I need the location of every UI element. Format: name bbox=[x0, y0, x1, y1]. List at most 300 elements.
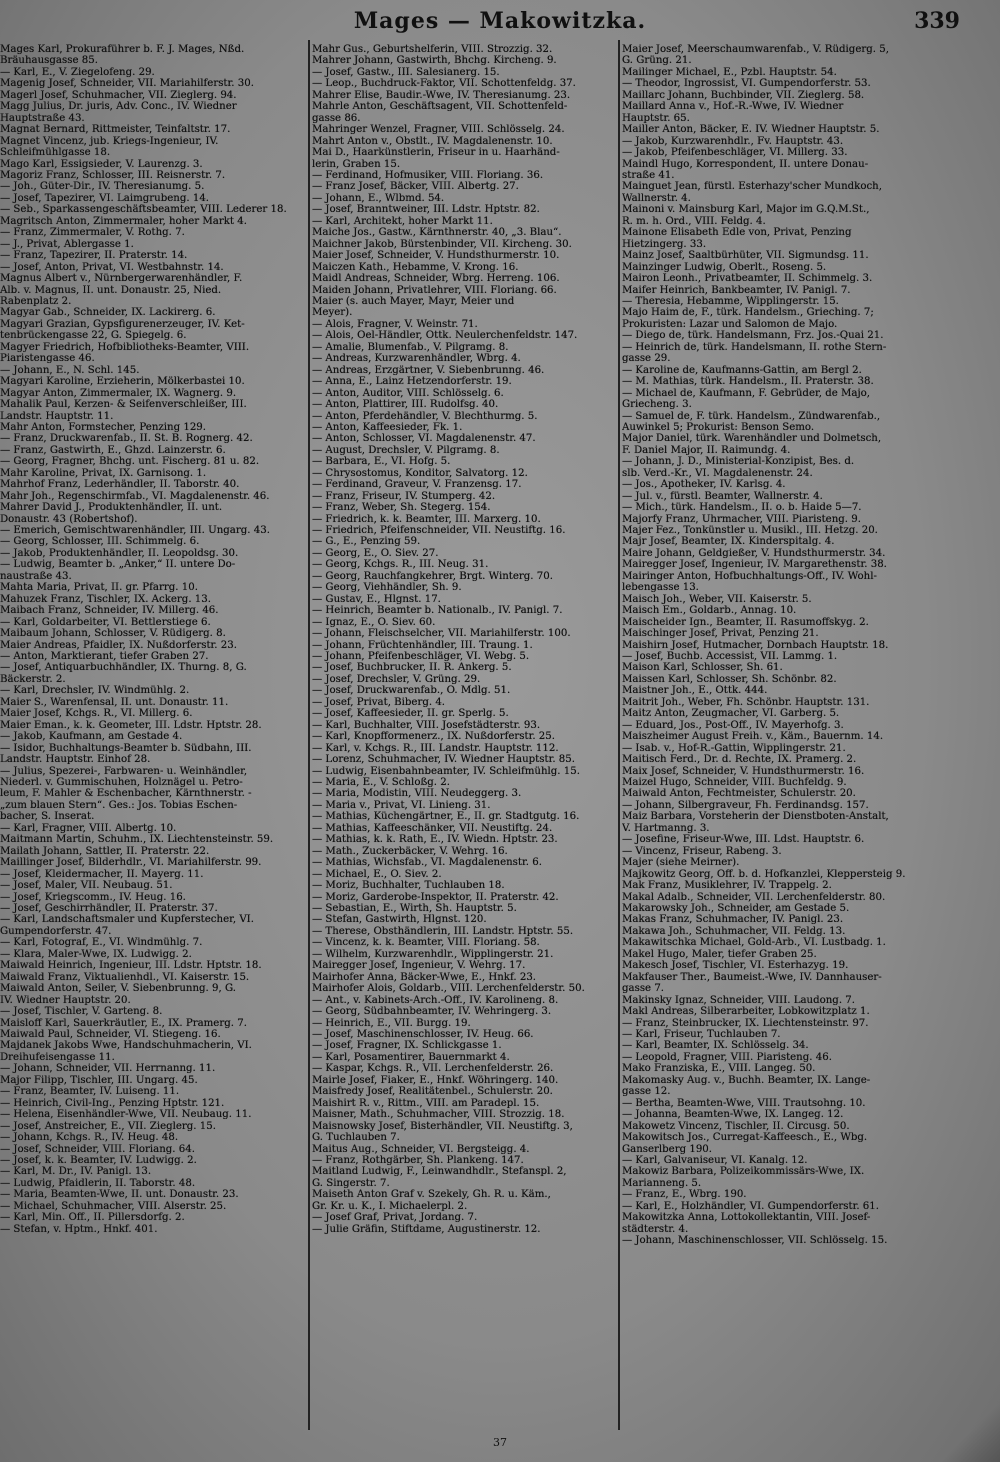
directory-entry: Maiczen Kath., Hebamme, V. Krong. 16. bbox=[312, 261, 519, 273]
directory-entry: Maiseth Anton Graf v. Szekely, Gh. R. u. Käm., bbox=[312, 1189, 551, 1201]
directory-entry: Maier S., Warenfensal, II. unt. Donaustr. 11. bbox=[0, 696, 229, 708]
directory-entry: Majkowitz Georg, Off. b. d. Hofkanzlei, Kleppersteig 9. bbox=[622, 868, 906, 880]
directory-entry: Makal Adalb., Schneider, VII. Lerchenfelderstr. 80. bbox=[622, 891, 886, 903]
directory-entry: — Georg, E., O. Siev. 27. bbox=[312, 547, 439, 559]
directory-entry: — Karl, Drechsler, IV. Windmühlg. 2. bbox=[0, 685, 190, 697]
directory-entry: Maidl Andreas, Schneider, Wbrg. Herreng. 106. bbox=[312, 273, 560, 285]
directory-entry: — Sebastian, E., Wirth, Sh. Hauptstr. 5. bbox=[312, 902, 517, 914]
directory-entry: — Ludwig, Beamter b. „Anker,“ II. untere Do- bbox=[0, 559, 236, 571]
directory-entry: lebengasse 13. bbox=[622, 582, 699, 594]
directory-entry: — Johann, E., Wlbmd. 54. bbox=[312, 192, 445, 204]
directory-entry: Rabenplatz 2. bbox=[0, 295, 72, 307]
directory-entry: — Seb., Sparkassengeschäftsbeamter, VIII. Lederer 18. bbox=[0, 204, 287, 216]
directory-entry: — Josef, Fragner, IX. Schlickgasse 1. bbox=[312, 1040, 502, 1052]
directory-entry: Maisfredy Josef, Realitätenbel., Schulerstr. 20. bbox=[312, 1086, 553, 1098]
directory-entry: Mairegger Josef, Ingenieur, V. Wehrg. 17. bbox=[312, 960, 526, 972]
directory-entry: — Anna, E., Lainz Hetzendorferstr. 19. bbox=[312, 376, 512, 388]
directory-entry: — Josef, Schneider, VIII. Floriang. 64. bbox=[0, 1143, 195, 1155]
directory-entry: — Karl, Beamter, IX. Schlösselg. 34. bbox=[622, 1040, 809, 1052]
directory-entry: — Anton, Schlosser, VI. Magdalenenstr. 47. bbox=[312, 433, 536, 445]
page-number: 339 bbox=[914, 8, 960, 34]
directory-entry: — Mathias, Wichsfab., VI. Magdalenenstr. 6. bbox=[312, 857, 542, 869]
directory-entry: Maisch Joh., Weber, VII. Kaiserstr. 5. bbox=[622, 593, 812, 605]
directory-entry: Mahalik Paul, Kerzen- & Seifenverschleißer, III. bbox=[0, 399, 247, 411]
directory-entry: gasse 12. bbox=[622, 1086, 671, 1098]
directory-entry: — Franz, Gastwirth, E., Ghzd. Lainzerstr. 6. bbox=[0, 444, 226, 456]
directory-entry: — Franz Josef, Bäcker, VIII. Albertg. 27. bbox=[312, 181, 519, 193]
directory-entry: — Franz, E., Wbrg. 190. bbox=[622, 1189, 747, 1201]
directory-entry: F. Daniel Major, II. Raimundg. 4. bbox=[622, 444, 791, 456]
directory-entry: — Johann, J. D., Ministerial-Konzipist, Bes. d. bbox=[622, 456, 855, 468]
directory-entry: — Jul. v., fürstl. Beamter, Wallnerstr. 4. bbox=[622, 490, 823, 502]
directory-entry: Maifer Heinrich, Bankbeamter, IV. Panigl. 7. bbox=[622, 284, 851, 296]
directory-entry: — Moriz, Garderobe-Inspektor, II. Praterstr. 42. bbox=[312, 891, 559, 903]
directory-entry: Makel Hugo, Maler, tiefer Graben 25. bbox=[622, 948, 817, 960]
directory-entry: — August, Drechsler, V. Pilgramg. 8. bbox=[312, 444, 500, 456]
directory-entry: Magenig Josef, Schneider, VII. Mariahilferstr. 30. bbox=[0, 78, 254, 90]
directory-entry: — Josefine, Friseur-Wwe, III. Ldst. Hauptstr. 6. bbox=[622, 834, 865, 846]
directory-entry: — Julie Gräfin, Stiftdame, Augustinerstr. 12. bbox=[312, 1223, 541, 1235]
directory-entry: Magoriz Franz, Schlosser, III. Reisnerstr. 7. bbox=[0, 169, 226, 181]
directory-entry: — Mathias, Küchengärtner, E., II. gr. Stadtgutg. 16. bbox=[312, 811, 580, 823]
directory-entry: — Josef, Anton, Privat, VI. Westbahnstr. 14. bbox=[0, 261, 224, 273]
directory-entry: — Franz, Rothgärber, Sh. Plankeng. 147. bbox=[312, 1154, 524, 1166]
directory-entry: R. m. h. Ord., VIII. Feldg. 4. bbox=[622, 215, 766, 227]
directory-entry: — Ferdinand, Hofmusiker, VIII. Floriang. 36. bbox=[312, 169, 544, 181]
directory-entry: Maix Josef, Schneider, V. Hundsthurmerstr. 16. bbox=[622, 765, 865, 777]
directory-entry: gasse 86. bbox=[312, 112, 361, 124]
directory-entry: — Maria, E., V. Schloßg. 2. bbox=[312, 777, 450, 788]
directory-entry: — Karl, Friseur, Tuchlauben 7. bbox=[622, 1028, 781, 1040]
directory-entry: Maiwald Paul, Schneider, VI. Stiegeng. 16. bbox=[0, 1028, 221, 1040]
directory-entry: Maitisch Ferd., Dr. d. Rechte, IX. Pramerg. 2. bbox=[622, 754, 857, 766]
directory-entry: Piaristengasse 46. bbox=[0, 353, 95, 365]
directory-entry: Makowiz Barbara, Polizeikommissärs-Wwe, IX. bbox=[622, 1166, 865, 1178]
directory-entry: — Anton, Kaffeesieder, Fk. 1. bbox=[312, 421, 463, 433]
directory-entry: Maiszheimer August Freih. v., Käm., Bauernm. 14. bbox=[622, 731, 884, 743]
directory-entry: Maillard Anna v., Hof.-R.-Wwe, IV. Wiedner bbox=[622, 101, 844, 113]
directory-entry: — Johann, Pfeifenbeschläger, VI. Webg. 5. bbox=[312, 651, 530, 663]
directory-entry: Maier (s. auch Mayer, Mayr, Meier und bbox=[312, 295, 515, 307]
directory-entry: Mailler Anton, Bäcker, E. IV. Wiedner Hauptstr. 5. bbox=[622, 124, 880, 136]
directory-entry: — Josef, Branntweiner, III. Ldstr. Hptstr. 82. bbox=[312, 204, 540, 216]
directory-entry: — Bertha, Beamten-Wwe, VIII. Trautsohng. 10. bbox=[622, 1097, 866, 1109]
directory-entry: — Heinrich, E., VII. Burgg. 19. bbox=[312, 1017, 471, 1029]
directory-entry: — Stefan, Gastwirth, Hlgnst. 120. bbox=[312, 914, 487, 926]
directory-entry: — Josef, Anstreicher, E., VII. Zieglerg. 15. bbox=[0, 1120, 216, 1132]
directory-entry: Maichner Jakob, Bürstenbinder, VII. Kircheng. 30. bbox=[312, 238, 572, 250]
directory-entry: Marianneng. 5. bbox=[622, 1177, 702, 1189]
column-left bbox=[0, 44, 306, 1434]
directory-entry: Mages Karl, Prokuraführer b. F. J. Mages, Nßd. bbox=[0, 44, 245, 55]
directory-entry: — Josef, Kleidermacher, II. Mayerg. 11. bbox=[0, 868, 204, 880]
directory-entry: — Wilhelm, Kurzwarenhdlr., Wipplingerstr. 21. bbox=[312, 948, 554, 960]
directory-entry: Mailinger Michael, E., Pzbl. Hauptstr. 54. bbox=[622, 66, 837, 78]
directory-entry: Mahrer Elise, Baudir.-Wwe, IV. Theresianumg. 23. bbox=[312, 89, 571, 101]
directory-entry: — Josef, Tischler, V. Garteng. 8. bbox=[0, 1006, 163, 1018]
directory-entry: Makawa Joh., Schuhmacher, VII. Feldg. 13. bbox=[622, 925, 846, 937]
directory-entry: — Ludwig, Pfaidlerin, II. Taborstr. 48. bbox=[0, 1177, 196, 1189]
directory-entry: — Josef, Geschirrhändler, II. Praterstr. 37. bbox=[0, 902, 218, 914]
directory-entry: — Maria v., Privat, VI. Linieng. 31. bbox=[312, 799, 491, 811]
directory-entry: — Emerich, Gemischtwarenhändler, III. Ungarg. 43. bbox=[0, 525, 270, 537]
directory-entry: Mahr Joh., Regenschirmfab., VI. Magdalenenstr. 46. bbox=[0, 490, 270, 502]
directory-entry: — Mathias, k. k. Rath, E., IV. Wiedn. Hptstr. 23. bbox=[312, 834, 558, 846]
directory-entry: — Josef, Gastw., III. Salesianerg. 15. bbox=[312, 66, 500, 78]
directory-entry: Majer Fez., Tonkünstler u. Musikl., III. Hetzg. 20. bbox=[622, 525, 878, 537]
directory-entry: Mahrhof Franz, Lederhändler, II. Taborstr. 40. bbox=[0, 479, 240, 491]
directory-entry: „zum blauen Stern“. Ges.: Jos. Tobias Eschen- bbox=[0, 799, 238, 811]
directory-entry: — Josef, Antiquarbuchhändler, IX. Thurng. 8, G. bbox=[0, 662, 247, 674]
directory-entry: — Klara, Maler-Wwe, IX. Ludwigg. 2. bbox=[0, 948, 192, 960]
directory-entry: — Isidor, Buchhaltungs-Beamter b. Südbahn, III. bbox=[0, 742, 252, 754]
directory-entry: G. Singerstr. 7. bbox=[312, 1177, 390, 1189]
directory-entry: — Ignaz, E., O. Siev. 60. bbox=[312, 616, 436, 628]
directory-entry: Makinsky Ignaz, Schneider, VIII. Laudong. 7. bbox=[622, 994, 856, 1006]
directory-entry: Mairhofer Anna, Bäcker-Wwe, E., Hnkf. 23. bbox=[312, 971, 537, 983]
directory-entry: — Karoline de, Kaufmanns-Gattin, am Bergl 2. bbox=[622, 364, 862, 376]
directory-entry: — Karl, Posamentirer, Bauernmarkt 4. bbox=[312, 1051, 510, 1063]
directory-entry: — Johann, Kchgs. R., IV. Heug. 48. bbox=[0, 1132, 179, 1144]
directory-entry: Magyer Friedrich, Hofbibliotheks-Beamter, VIII. bbox=[0, 341, 250, 353]
directory-entry: — Leopold, Fragner, VIII. Piaristeng. 46. bbox=[622, 1051, 832, 1063]
directory-entry: — Helena, Eisenhändler-Wwe, VII. Neubaug. 11. bbox=[0, 1109, 252, 1121]
directory-entry: Maillinger Josef, Bilderhdlr., VI. Mariahilferstr. 99. bbox=[0, 857, 262, 869]
directory-entry: Schleifmühlgasse 18. bbox=[0, 147, 111, 159]
directory-entry: — Josef, Maler, VII. Neubaug. 51. bbox=[0, 880, 173, 892]
directory-entry: IV. Wiedner Hauptstr. 20. bbox=[0, 994, 131, 1006]
directory-entry: — Therese, Obsthändlerin, III. Landstr. Hptstr. 55. bbox=[312, 925, 574, 937]
directory-entry: Mahr Anton, Formstecher, Penzing 129. bbox=[0, 421, 207, 433]
directory-entry: Gumpendorferstr. 47. bbox=[0, 925, 112, 937]
directory-entry: Alb. v. Magnus, II. unt. Donaustr. 25, Nied. bbox=[0, 284, 222, 296]
directory-entry: Maizel Hugo, Schneider, VIII. Buchfeldg. 9. bbox=[622, 777, 847, 788]
directory-entry: Makl Andreas, Silberarbeiter, Lobkowitzplatz 1. bbox=[622, 1006, 870, 1018]
directory-entry: G. Grüng. 21. bbox=[622, 55, 692, 67]
directory-entry: Maiwald Heinrich, Ingenieur, III. Ldstr. Hptstr. 18. bbox=[0, 960, 262, 972]
directory-entry: Maison Karl, Schlosser, Sh. 61. bbox=[622, 662, 783, 674]
directory-entry: Makowetz Vincenz, Tischler, II. Circusg. 50. bbox=[622, 1120, 850, 1132]
directory-entry: — Franz, Tapezirer, II. Praterstr. 14. bbox=[0, 250, 188, 262]
directory-entry: Mahrer Johann, Gastwirth, Bhchg. Kircheng. 9. bbox=[312, 55, 557, 67]
directory-entry: — Moriz, Buchhalter, Tuchlauben 18. bbox=[312, 880, 505, 892]
directory-entry: Makesch Josef, Tischler, VI. Esterhazyg. 19. bbox=[622, 960, 849, 972]
directory-entry: — Josef, Buchb. Accessist, VII. Lammg. 1. bbox=[622, 651, 838, 663]
directory-entry: — Georg, Schlosser, III. Schimmelg. 6. bbox=[0, 536, 200, 548]
directory-entry: Majer (siehe Meirner). bbox=[622, 857, 740, 869]
directory-entry: — Mathias, Kaffeeschänker, VII. Neustiftg. 24. bbox=[312, 822, 553, 834]
directory-entry: Mainoni v. Mainsburg Karl, Major im G.Q.M.St., bbox=[622, 204, 870, 216]
directory-entry: Makowitzka Anna, Lottokollektantin, VIII. Josef- bbox=[622, 1212, 871, 1224]
directory-entry: Auwinkel 5; Prokurist: Benson Semo. bbox=[622, 421, 815, 433]
directory-entry: — Franz, Friseur, IV. Stumperg. 42. bbox=[312, 490, 496, 502]
directory-entry: Maier Eman., k. k. Geometer, III. Ldstr. Hptstr. 28. bbox=[0, 719, 262, 731]
directory-entry: — Anton, Pferdehändler, V. Blechthurmg. 5. bbox=[312, 410, 538, 422]
directory-entry: Magyar Anton, Zimmermaler, IX. Wagnerg. 9. bbox=[0, 387, 237, 399]
directory-entry: — Math., Zuckerbäcker, V. Wehrg. 16. bbox=[312, 845, 508, 857]
directory-entry: — Franz, Weber, Sh. Stegerg. 154. bbox=[312, 502, 491, 514]
directory-entry: Mak Franz, Musiklehrer, IV. Trappelg. 2. bbox=[622, 880, 832, 892]
directory-entry: — Lorenz, Schuhmacher, IV. Wiedner Hauptstr. 85. bbox=[312, 754, 576, 766]
directory-entry: — Ant., v. Kabinets-Arch.-Off., IV. Karolineng. 8. bbox=[312, 994, 559, 1006]
directory-entry: Maiwald Anton, Seiler, V. Siebenbrunng. 9, G. bbox=[0, 983, 237, 995]
directory-entry: — Johann, Fleischselcher, VII. Mariahilferstr. 100. bbox=[312, 628, 571, 640]
directory-entry: Magg Julius, Dr. juris, Adv. Conc., IV. Wiedner bbox=[0, 101, 237, 113]
directory-entry: — Eduard, Jos., Post-Off., IV. Mayerhofg. 3. bbox=[622, 719, 844, 731]
directory-entry: — Maria, Beamten-Wwe, II. unt. Donaustr. 23. bbox=[0, 1189, 239, 1201]
directory-entry: Makas Franz, Schuhmacher, IV. Panigl. 23. bbox=[622, 914, 844, 926]
column-divider bbox=[618, 40, 620, 1430]
directory-entry: Maindl Hugo, Korrespondent, II. untere Donau- bbox=[622, 158, 869, 170]
directory-entry: Mahrt Anton v., Obstlt., IV. Magdalenenstr. 10. bbox=[312, 135, 553, 147]
directory-entry: — Anton, Marktierant, tiefer Graben 27. bbox=[0, 651, 209, 663]
directory-entry: Dreihufeisengasse 11. bbox=[0, 1051, 115, 1063]
directory-entry: — Karl, E., Holzhändler, VI. Gumpendorferstr. 61. bbox=[622, 1200, 880, 1212]
directory-entry: — Michael, Schuhmacher, VIII. Alserstr. 25. bbox=[0, 1200, 227, 1212]
directory-entry: — Jakob, Pfeifenbeschläger, VI. Millerg. 33. bbox=[622, 147, 848, 159]
directory-entry: — Andreas, Kurzwarenhändler, Wbrg. 4. bbox=[312, 353, 521, 365]
directory-entry: Mairle Josef, Fiaker, E., Hnkf. Wöhringerg. 140. bbox=[312, 1074, 559, 1086]
directory-entry: Maiwald Anton, Fechtmeister, Schulerstr. 20. bbox=[622, 788, 856, 800]
directory-entry: Maiz Barbara, Vorsteherin der Dienstboten-Anstalt, bbox=[622, 811, 889, 823]
directory-entry: — Michael de, Kaufmann, F. Gebrüder, de Majo, bbox=[622, 387, 871, 399]
directory-entry: Maitrit Joh., Weber, Fh. Schönbr. Hauptstr. 131. bbox=[622, 696, 870, 708]
directory-entry: Mago Karl, Essigsieder, V. Laurenzg. 3. bbox=[0, 158, 203, 170]
directory-entry: — Karl, Fragner, VIII. Albertg. 10. bbox=[0, 822, 177, 834]
directory-entry: lerin, Graben 15. bbox=[312, 158, 401, 170]
directory-entry: — Michael, E., O. Siev. 2. bbox=[312, 868, 442, 880]
directory-entry: Mahuzek Franz, Tischler, IX. Ackerg. 13. bbox=[0, 593, 212, 605]
directory-entry: — Chrysostomus, Konditor, Salvatorg. 12. bbox=[312, 467, 528, 479]
directory-entry: Maitus Aug., Schneider, VI. Bergsteigg. 4. bbox=[312, 1143, 530, 1155]
directory-entry: — Amalie, Blumenfab., V. Pilgramg. 8. bbox=[312, 341, 509, 353]
directory-entry: Prokuristen: Lazar und Salomon de Majo. bbox=[622, 318, 838, 330]
directory-entry: — Franz, Druckwarenfab., II. St. B. Rognerg. 42. bbox=[0, 433, 253, 445]
directory-entry: — Johanna, Beamten-Wwe, IX. Langeg. 12. bbox=[622, 1109, 844, 1121]
directory-entry: Makawitschka Michael, Gold-Arb., VI. Lustbadg. 1. bbox=[622, 937, 886, 949]
directory-entry: — Ferdinand, Graveur, V. Franzensg. 17. bbox=[312, 479, 522, 491]
directory-entry: — G., E., Penzing 59. bbox=[312, 536, 421, 548]
directory-entry: — Josef, Kriegscomm., IV. Heug. 16. bbox=[0, 891, 186, 903]
directory-entry: — Mich., türk. Handelsm., II. o. b. Haide 5—7. bbox=[622, 502, 862, 514]
directory-entry: — Johann, Früchtenhändler, III. Traung. 1. bbox=[312, 639, 533, 651]
directory-entry: Maier Josef, Schneider, V. Hundsthurmerstr. 10. bbox=[312, 250, 560, 262]
directory-entry: — Julius, Spezerei-, Farbwaren- u. Weinhändler, bbox=[0, 765, 248, 777]
directory-entry: — Karl, Galvaniseur, VI. Kanalg. 12. bbox=[622, 1154, 808, 1166]
page-header bbox=[0, 4, 1000, 38]
directory-entry: — Jakob, Kaufmann, am Gestade 4. bbox=[0, 731, 183, 743]
directory-entry: Mairhofer Alois, Goldarb., VIII. Lerchenfelderstr. 50. bbox=[312, 983, 585, 995]
directory-entry: Major Daniel, türk. Warenhändler und Dolmetsch, bbox=[622, 433, 882, 445]
directory-entry: Majr Josef, Beamter, IX. Kinderspitalg. 4. bbox=[622, 536, 835, 548]
directory-entry: — Friedrich, Pfeifenschneider, VII. Neustiftg. 16. bbox=[312, 525, 566, 537]
directory-entry: Mainone Elisabeth Edle von, Privat, Penzing bbox=[622, 227, 852, 239]
directory-entry: bacher, S. Inserat. bbox=[0, 811, 95, 823]
directory-entry: — Theodor, Ingrossist, VI. Gumpendorferstr. 53. bbox=[622, 78, 871, 90]
directory-entry: — Franz, Beamter, IV. Luiseng. 11. bbox=[0, 1086, 180, 1098]
directory-entry: V. Hartmanng. 3. bbox=[622, 822, 710, 834]
directory-entry: — Johann, Maschinenschlosser, VII. Schlösselg. 15. bbox=[622, 1235, 888, 1247]
directory-entry: — Leop., Buchdruck-Faktor, VII. Schottenfeldg. 37. bbox=[312, 78, 576, 90]
directory-entry: — Karl, Min. Off., II. Pillersdorfg. 2. bbox=[0, 1212, 185, 1224]
directory-entry: Maillarc Johann, Buchbinder, VII. Zieglerg. 58. bbox=[622, 89, 865, 101]
directory-entry: — Josef, Buchbrucker, II. R. Ankerg. 5. bbox=[312, 662, 512, 674]
directory-entry: Makfauser Ther., Baumeist.-Wwe, IV. Dannhauser- bbox=[622, 971, 882, 983]
directory-entry: — Johann, E., N. Schl. 145. bbox=[0, 364, 140, 376]
directory-entry: Maischinger Josef, Privat, Penzing 21. bbox=[622, 628, 819, 640]
directory-entry: — Josef, Druckwarenfab., O. Mdlg. 51. bbox=[312, 685, 511, 697]
directory-entry: Maibaum Johann, Schlosser, V. Rüdigerg. 8. bbox=[0, 628, 226, 640]
directory-entry: — M. Mathias, türk. Handelsm., II. Praterstr. 38. bbox=[622, 376, 874, 388]
directory-entry: — Josef, Tapezirer, VI. Laimgrubeng. 14. bbox=[0, 192, 210, 204]
directory-entry: — Karl, E., V. Ziegelofeng. 29. bbox=[0, 66, 155, 78]
directory-entry: Majorfy Franz, Uhrmacher, VIII. Piaristeng. 9. bbox=[622, 513, 861, 525]
directory-entry: Magnat Bernard, Rittmeister, Teinfaltstr. 17. bbox=[0, 124, 231, 136]
directory-entry: Maisner, Math., Schuhmacher, VIII. Strozzig. 18. bbox=[312, 1109, 565, 1121]
directory-entry: — Stefan, v. Hptm., Hnkf. 401. bbox=[0, 1223, 158, 1235]
directory-entry: — Karl, Fotograf, E., VI. Windmühlg. 7. bbox=[0, 937, 203, 949]
directory-entry: Magerl Josef, Schuhmacher, VII. Zieglerg. 94. bbox=[0, 89, 237, 101]
directory-entry: Magyar Gab., Schneider, IX. Lackirerg. 6. bbox=[0, 307, 216, 319]
directory-entry: Mairon Leonh., Privatbeamter, II. Schimmelg. 3. bbox=[622, 273, 873, 285]
directory-entry: Maiden Johann, Privatlehrer, VIII. Floriang. 66. bbox=[312, 284, 557, 296]
directory-entry: — Karl, M. Dr., IV. Panigl. 13. bbox=[0, 1166, 152, 1178]
directory-entry: Mahta Maria, Privat, II. gr. Pfarrg. 10. bbox=[0, 582, 198, 594]
directory-entry: straße 41. bbox=[622, 169, 675, 181]
directory-entry: — Josef, Drechsler, V. Grüng. 29. bbox=[312, 673, 481, 685]
directory-entry: Maiche Jos., Gastw., Kärnthnerstr. 40, „3. Blau“. bbox=[312, 227, 562, 239]
directory-entry: Maischeider Ign., Beamter, II. Rasumoffskyg. 2. bbox=[622, 616, 869, 628]
column-right bbox=[622, 44, 978, 1434]
directory-entry: — Georg, Südbahnbeamter, IV. Wehringerg. 3. bbox=[312, 1006, 552, 1018]
directory-entry: — Kaspar, Kchgs. R., VII. Lerchenfelderstr. 26. bbox=[312, 1063, 554, 1075]
directory-entry: Hauptstr. 65. bbox=[622, 112, 690, 124]
directory-entry: Mahringer Wenzel, Fragner, VIII. Schlösselg. 24. bbox=[312, 124, 565, 136]
directory-entry: Hietzingerg. 33. bbox=[622, 238, 707, 250]
directory-entry: Maisch Em., Goldarb., Annag. 10. bbox=[622, 605, 797, 617]
directory-entry: — Alois, Oel-Händler, Ottk. Neulerchenfeldstr. 147. bbox=[312, 330, 578, 342]
directory-entry: Maishirt R. v., Rittm., VIII. am Paradepl. 15. bbox=[312, 1097, 540, 1109]
directory-entry: — Josef Graf, Privat, Jordang. 7. bbox=[312, 1212, 478, 1224]
directory-entry: — J., Privat, Ablergasse 1. bbox=[0, 238, 134, 250]
directory-entry: Magyari Karoline, Erzieherin, Mölkerbastei 10. bbox=[0, 376, 245, 388]
directory-entry: Hauptstraße 43. bbox=[0, 112, 85, 124]
directory-entry: Mainguet Jean, fürstl. Esterhazy'scher Mundkoch, bbox=[622, 181, 882, 193]
directory-entry: Mainzinger Ludwig, Oberlt., Roseng. 5. bbox=[622, 261, 827, 273]
directory-entry: — Josef, k. k. Beamter, IV. Ludwigg. 2. bbox=[0, 1154, 197, 1166]
directory-entry: — Karl, Architekt, hoher Markt 11. bbox=[312, 215, 493, 227]
directory-entry: — Gustav, E., Hlgnst. 17. bbox=[312, 593, 441, 605]
column-divider bbox=[308, 40, 310, 1430]
directory-entry: tenbrückengasse 22, G. Spiegelg. 6. bbox=[0, 330, 187, 342]
directory-entry: Magnet Vincenz, jub. Kriegs-Ingenieur, IV. bbox=[0, 135, 219, 147]
directory-entry: — Friedrich, k. k. Beamter, III. Marxerg. 10. bbox=[312, 513, 541, 525]
directory-entry: — Jakob, Produktenhändler, II. Leopoldsg. 30. bbox=[0, 547, 239, 559]
page-title: Mages — Makowitzka. bbox=[353, 8, 647, 34]
directory-entry: — Johann, Silbergraveur, Fh. Ferdinandsg. 157. bbox=[622, 799, 869, 811]
directory-entry: — Karl, Goldarbeiter, VI. Bettlerstiege 6. bbox=[0, 616, 211, 628]
directory-entry: naustraße 43. bbox=[0, 570, 72, 582]
directory-entry: Bäckerstr. 2. bbox=[0, 673, 66, 685]
directory-entry: — Maria, Modistin, VIII. Neudeggerg. 3. bbox=[312, 788, 522, 800]
directory-entry: — Samuel de, F. türk. Handelsm., Zündwarenfab., bbox=[622, 410, 881, 422]
directory-entry: Maier Josef, Kchgs. R., VI. Millerg. 6. bbox=[0, 708, 193, 720]
directory-entry: — Heinrich de, türk. Handelsmann, II. rothe Stern- bbox=[622, 341, 887, 353]
directory-entry: Mahrle Anton, Geschäftsagent, VII. Schottenfeld- bbox=[312, 101, 568, 113]
page-corner-shadow bbox=[940, 1402, 1000, 1462]
directory-entry: — Alois, Fragner, V. Weinstr. 71. bbox=[312, 318, 478, 330]
directory-entry: Gr. Kr. u. K., I. Michaelerpl. 2. bbox=[312, 1200, 468, 1212]
directory-entry: — Karl, Landschaftsmaler und Kupferstecher, VI. bbox=[0, 914, 254, 926]
directory-entry: — Andreas, Erzgärtner, V. Siebenbrunng. 46. bbox=[312, 364, 545, 376]
directory-entry: Ganserlberg 190. bbox=[622, 1143, 713, 1155]
directory-entry: — Vincenz, k. k. Beamter, VIII. Floriang. 58. bbox=[312, 937, 540, 949]
directory-entry: Mairegger Josef, Ingenieur, IV. Margarethenstr. 38. bbox=[622, 559, 887, 571]
directory-entry: Maishirn Josef, Hutmacher, Dornbach Hauptstr. 18. bbox=[622, 639, 889, 651]
directory-entry: Maisnowsky Josef, Bisterhändler, VII. Neustiftg. 3, bbox=[312, 1120, 573, 1132]
directory-entry: Mahr Gus., Geburtshelferin, VIII. Strozzig. 32. bbox=[312, 44, 553, 55]
directory-entry: Landstr. Hauptstr. 11. bbox=[0, 410, 114, 422]
directory-entry: Griecheng. 3. bbox=[622, 399, 692, 411]
directory-entry: gasse 29. bbox=[622, 353, 671, 365]
directory-entry: Maitmann Martin, Schuhm., IX. Liechtensteinstr. 59. bbox=[0, 834, 274, 846]
directory-entry: Majdanek Jakobs Wwe, Handschuhmacherin, VI. bbox=[0, 1040, 252, 1052]
directory-entry: G. Tuchlauben 7. bbox=[312, 1132, 400, 1144]
directory-entry: — Georg, Fragner, Bhchg. unt. Fischerg. 81 u. 82. bbox=[0, 456, 260, 468]
directory-entry: — Karl, v. Kchgs. R., III. Landstr. Hauptstr. 112. bbox=[312, 742, 559, 754]
directory-entry: leum, F. Mahler & Eschenbacher, Kärnthnerstr. - bbox=[0, 788, 252, 800]
column-middle bbox=[312, 44, 618, 1434]
directory-entry: Major Filipp, Tischler, III. Ungarg. 45. bbox=[0, 1074, 198, 1086]
directory-entry: — Josef, Kaffeesieder, II. gr. Sperlg. 5. bbox=[312, 708, 509, 720]
directory-entry: Maitz Anton, Zeugmacher, VI. Garberg. 5. bbox=[622, 708, 840, 720]
directory-entry: — Karl, Knopfformenerz., IX. Nußdorferstr. 25. bbox=[312, 731, 555, 743]
directory-entry: Bräuhausgasse 85. bbox=[0, 55, 98, 67]
directory-entry: Makowitsch Jos., Curregat-Kaffeesch., E., Wbg. bbox=[622, 1132, 868, 1144]
directory-entry: Maistner Joh., E., Ottk. 444. bbox=[622, 685, 768, 697]
directory-entry: Majo Haim de, F., türk. Handelsm., Grieching. 7; bbox=[622, 307, 874, 319]
directory-entry: Niederl. v. Gummischuhen, Holznägel u. Petro- bbox=[0, 777, 243, 788]
directory-entry: slb. Verd.-Kr., VI. Magdalenenstr. 24. bbox=[622, 467, 813, 479]
directory-entry: — Barbara, E., VI. Hofg. 5. bbox=[312, 456, 451, 468]
directory-entry: Maissen Karl, Schlosser, Sh. Schönbr. 82. bbox=[622, 673, 837, 685]
directory-entry: — Jos., Apotheker, IV. Karlsg. 4. bbox=[622, 479, 786, 491]
directory-entry: — Isab. v., Hof-R.-Gattin, Wipplingerstr. 21. bbox=[622, 742, 846, 754]
directory-entry: — Georg, Rauchfangkehrer, Brgt. Winterg. 70. bbox=[312, 570, 553, 582]
directory-entry: — Jakob, Kurzwarenhdlr., Fv. Hauptstr. 43. bbox=[622, 135, 844, 147]
directory-entry: — Theresia, Hebamme, Wipplingerstr. 15. bbox=[622, 295, 839, 307]
directory-entry: — Joh., Güter-Dir., IV. Theresianumg. 5. bbox=[0, 181, 205, 193]
directory-entry: Mainz Josef, Saaltbürhüter, VII. Sigmundsg. 11. bbox=[622, 250, 869, 262]
directory-entry: Mahr Karoline, Privat, IX. Garnisong. 1. bbox=[0, 467, 207, 479]
directory-entry: Magyari Grazian, Gypsfigurenerzeuger, IV. Ket- bbox=[0, 318, 245, 330]
directory-entry: — Heinrich, Beamter b. Nationalb., IV. Panigl. 7. bbox=[312, 605, 563, 617]
directory-entry: Maibach Franz, Schneider, IV. Millerg. 46. bbox=[0, 605, 219, 617]
directory-entry: Maitland Ludwig, F., Leinwandhdlr., Stefanspl. 2, bbox=[312, 1166, 567, 1178]
directory-entry: Mai D., Haarkünstlerin, Friseur in u. Haarhänd- bbox=[312, 147, 560, 159]
directory-entry: — Georg, Viehhändler, Sh. 9. bbox=[312, 582, 462, 594]
directory-entry: — Josef, Maschinenschlosser, IV. Heug. 66. bbox=[312, 1028, 534, 1040]
directory-entry: — Anton, Auditor, VIII. Schlösselg. 6. bbox=[312, 387, 504, 399]
directory-entry: Makomasky Aug. v., Buchh. Beamter, IX. Lange- bbox=[622, 1074, 871, 1086]
directory-entry: gasse 7. bbox=[622, 983, 665, 995]
directory-entry: Wallnerstr. 4. bbox=[622, 192, 691, 204]
directory-entry: Magritsch Anton, Zimmermaler, hoher Markt 4. bbox=[0, 215, 247, 227]
directory-entry: — Karl, Buchhalter, VIII. Josefstädterstr. 93. bbox=[312, 719, 541, 731]
directory-entry: — Heinrich, Civil-Ing., Penzing Hptstr. 121. bbox=[0, 1097, 225, 1109]
directory-entry: Mako Franziska, E., VIII. Langeg. 50. bbox=[622, 1063, 816, 1075]
directory-entry: Maiwald Franz, Viktualienhdl., VI. Kaiserstr. 15. bbox=[0, 971, 250, 983]
